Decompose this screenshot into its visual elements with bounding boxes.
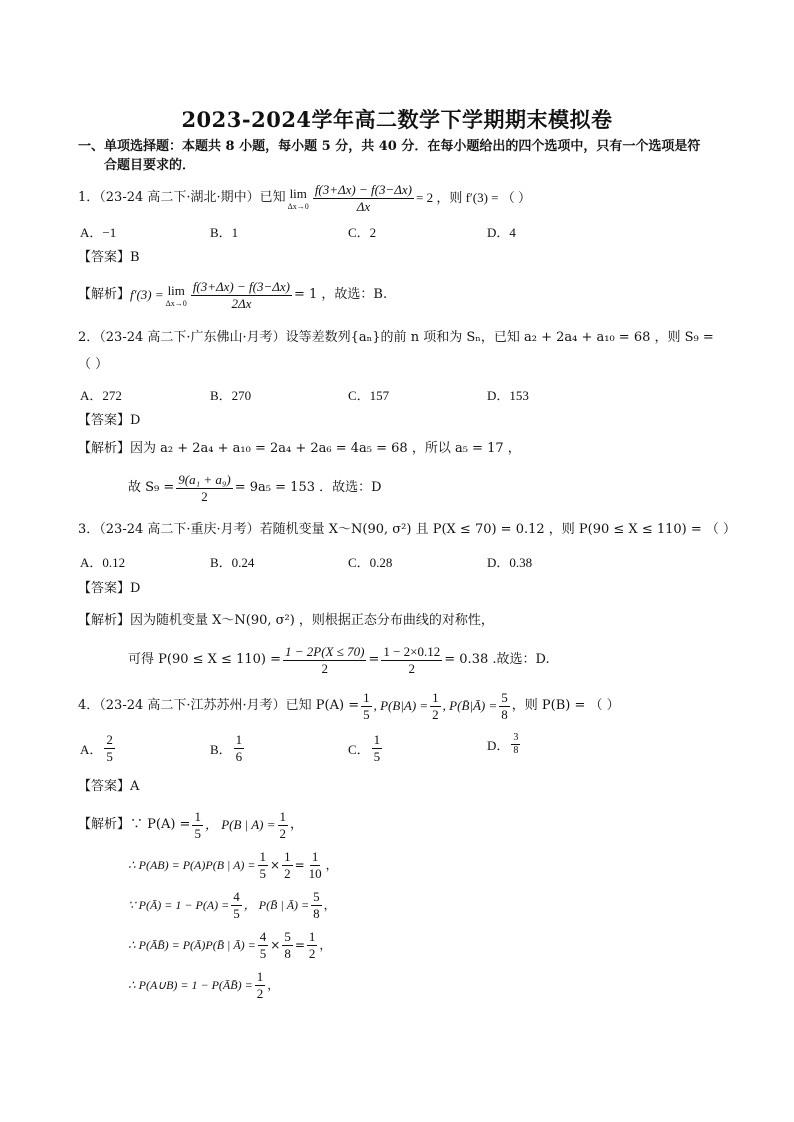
q1-answer: 【答案】B	[78, 250, 140, 265]
question-2-stem-cont: （ ）	[78, 357, 109, 372]
q4-analysis-4: ∴ P(ĀB̄) = P(Ā)P(B̄ | Ā) = $\frac{4}{5}$ × $\frac{5}{8}$ = $\frac{1}{2}$ ，	[128, 928, 332, 961]
q4-option-a: A． $\frac{2}{5}$	[80, 732, 113, 764]
q2-answer: 【答案】D	[78, 413, 141, 428]
q1-option-a: A．−1	[80, 225, 117, 240]
q3-analysis-1: 【解析】因为随机变量 X～N(90, σ²) ，则根据正态分布曲线的对称性，	[78, 613, 494, 628]
q4-option-b: B． $\frac{1}{6}$	[210, 732, 243, 764]
q4-analysis-1: 【解析】∵ P(A) = $\frac{1}{5}$ ， P(B | A) = $\frac{1}{2}$ ，	[78, 808, 304, 841]
question-3-stem: 3．（23-24 高二下·重庆·月考）若随机变量 X～N(90, σ²) 且 P(X ≤ 70) = 0.12 ，则 P(90 ≤ X ≤ 110) = （ ）	[78, 522, 737, 537]
q1-option-b: B．1	[210, 225, 239, 240]
q2-option-c: C．157	[348, 388, 390, 403]
q2-option-d: D．153	[487, 388, 529, 403]
q4-answer: 【答案】A	[78, 779, 140, 794]
page-title: 2023-2024学年高二数学下学期期末模拟卷	[181, 107, 613, 132]
q2-analysis-2: 故 S₉ = $\frac{\text{9(a₁ + a₉)}}{2}$ = 9a₅ = 153 ．故选：D	[128, 471, 382, 504]
q3-option-a: A．0.12	[80, 555, 126, 570]
q1-option-d: D．4	[487, 225, 516, 240]
q3-option-d: D．0.38	[487, 555, 533, 570]
question-4-stem: 4．（23-24 高二下·江苏苏州·月考）已知 P(A) = $\frac{1}{5}$ , P(B|A) = $\frac{1}{2}$ , P(B̄|Ā) = $\frac{5}{8}$ ，则 P(B) = （ ）	[78, 689, 620, 722]
q3-option-b: B．0.24	[210, 555, 255, 570]
q1-analysis: 【解析】 f′(3) = lim Δx→0 $\frac{f(3+\Delta x) - f(3-\Delta x)}{2\Delta x}$ = 1 ，故选：B.	[78, 278, 388, 311]
q3-answer: 【答案】D	[78, 581, 141, 596]
q1-option-c: C．2	[348, 225, 377, 240]
q3-analysis-2: 可得 P(90 ≤ X ≤ 110) = $\frac{1 - 2P(X \le 70)}{2}$ = $\frac{1 - 2\times 0.12}{2}$ = 0.38 .故选：D.	[128, 643, 550, 676]
q2-analysis-1: 【解析】因为 a₂ + 2a₄ + a₁₀ = 2a₄ + 2a₆ = 4a₅ = 68 ，所以 a₅ = 17 ，	[78, 441, 521, 456]
q1-prefix: 1．（23-24 高二下·湖北·期中）已知	[78, 190, 286, 205]
question-2-stem: 2．（23-24 高二下·广东佛山·月考）设等差数列{aₙ}的前 n 项和为 Sₙ，已知 a₂ + 2a₄ + a₁₀ = 68 ，则 S₉ =	[78, 330, 714, 345]
q1-after: = 2 ，则 f′(3) = （ ）	[415, 190, 531, 205]
q4-analysis-2: ∴ P(AB) = P(A)P(B | A) = $\frac{1}{5}$ × $\frac{1}{2}$ = $\frac{1}{10}$ ，	[128, 848, 338, 881]
q4-analysis-3: ∵ P(Ā) = 1 − P(A) = $\frac{4}{5}$ ， P(B̄ | Ā) = $\frac{5}{8}$ ，	[128, 888, 336, 921]
q1-limit: lim Δx→0	[287, 186, 309, 211]
q4-option-d: D． $\frac{3}{8}$	[487, 732, 519, 756]
q3-option-c: C．0.28	[348, 555, 393, 570]
q1-analysis-fraction: $\frac{f(3+\Delta x) - f(3-\Delta x)}{2\Delta x}$	[192, 278, 290, 311]
q4-analysis-5: ∴ P(A∪B) = 1 − P(ĀB̄) = $\frac{1}{2}$ ，	[128, 968, 280, 1001]
section-heading-cont: 合题目要求的．	[104, 158, 196, 173]
q4-option-c: C． $\frac{1}{5}$	[348, 732, 381, 764]
q2-option-a: A．272	[80, 388, 122, 403]
q1-fraction: $\frac{f(3+\Delta x) - f(3-\Delta x)}{\Delta x}$	[314, 181, 412, 214]
q2-option-b: B．270	[210, 388, 252, 403]
question-1-stem	[78, 178, 531, 218]
section-heading: 一、单项选择题：本题共 8 小题，每小题 5 分，共 40 分．在每小题给出的四个选项中，只有一个选项是符	[78, 139, 701, 154]
